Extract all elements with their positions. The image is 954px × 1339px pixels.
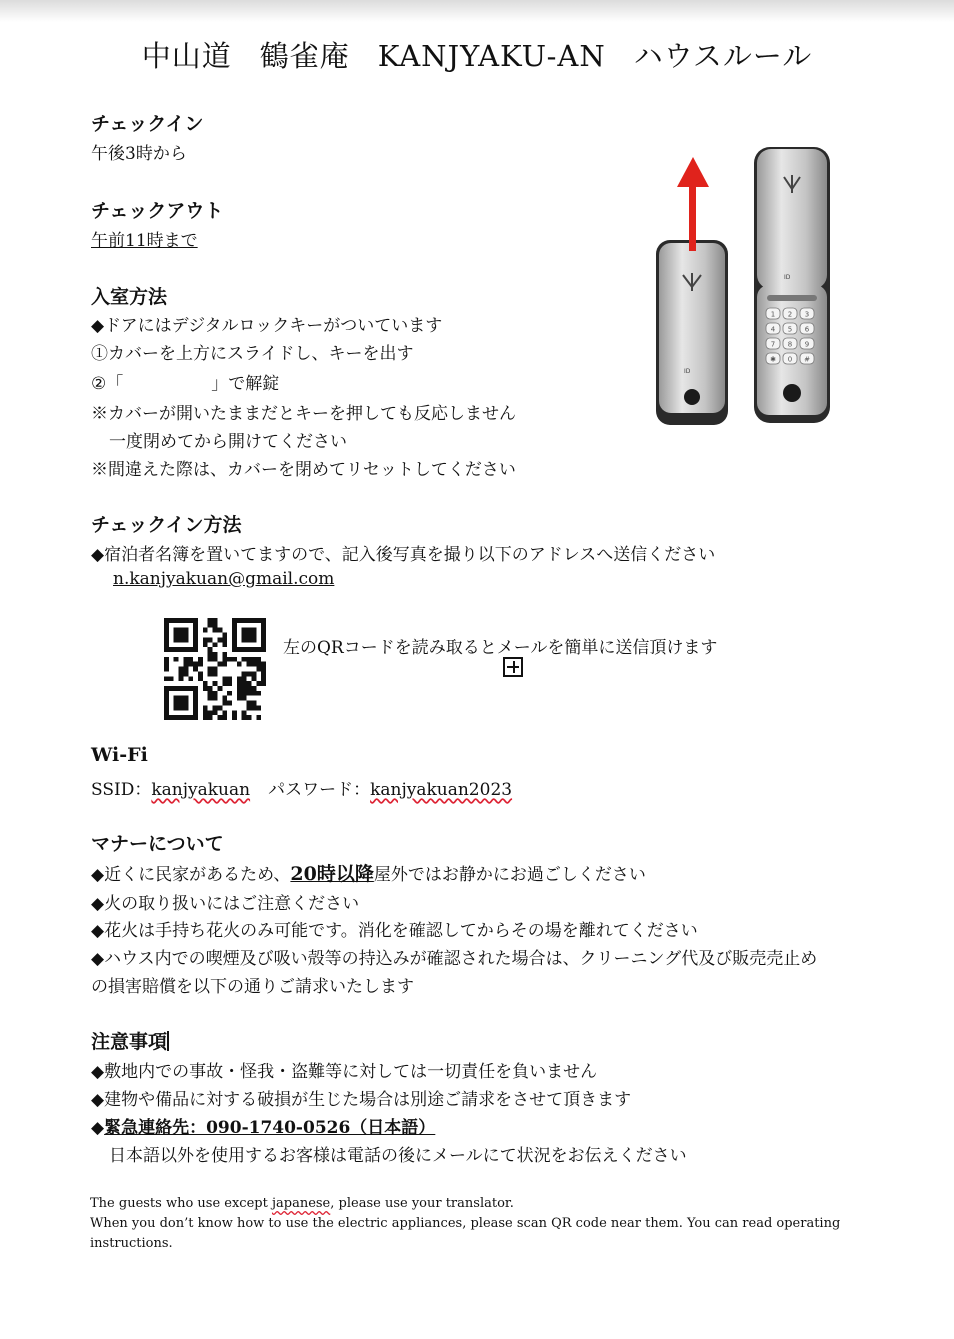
english-line-1-word: japanese xyxy=(271,1196,331,1211)
keypad-key-label: 9 xyxy=(804,340,810,349)
keypad-key-label: 1 xyxy=(770,310,776,319)
top-shadow xyxy=(0,0,954,22)
english-line-3: instructions. xyxy=(90,1236,173,1251)
entry-line-2: ①カバーを上方にスライドし、キーを出す xyxy=(91,344,414,364)
english-line-1-pre: The guests who use except xyxy=(90,1196,272,1211)
keypad-key-label: 8 xyxy=(787,340,793,349)
ssid-label: SSID： xyxy=(91,780,152,800)
svg-text:ID: ID xyxy=(784,274,791,281)
notes-line-1: ◆敷地内での事故・怪我・盗難等に対しては一切責任を負いません xyxy=(91,1062,598,1082)
notes-heading-text: 注意事項 xyxy=(91,1031,168,1053)
keypad-key-label: 6 xyxy=(804,325,810,334)
qr-code[interactable] xyxy=(164,618,266,720)
entry-line-3 xyxy=(91,369,279,394)
keypad-key-label: # xyxy=(804,355,810,364)
entry-line-6: ※間違えた際は、カバーを閉めてリセットしてください xyxy=(91,460,516,480)
title-name-en: KANJYAKU-AN xyxy=(377,39,606,73)
manners-line-1-post: 屋外ではお静かにお過ごしください xyxy=(373,865,646,885)
manners-line-5: の損害賠償を以下の通りご請求いたします xyxy=(91,977,414,997)
page-title xyxy=(0,34,954,75)
manners-line-2: ◆火の取り扱いにはご注意ください xyxy=(91,894,360,914)
entry-line-4: ※カバーが開いたままだとキーを押しても反応しません xyxy=(91,404,516,424)
entry-line-1: ◆ドアにはデジタルロックキーがついています xyxy=(91,316,443,336)
entry-line-3-post: 」で解錠 xyxy=(211,374,280,394)
checkin-heading: チェックイン xyxy=(91,113,204,135)
qr-note: 左のQRコードを読み取るとメールを簡単に送信頂けます xyxy=(283,638,718,658)
digital-lock-image xyxy=(650,145,840,430)
keypad-key-label: 5 xyxy=(787,325,793,334)
notes-line-3-mark: ◆ xyxy=(91,1118,105,1138)
entry-line-5: 一度閉めてから開けてください xyxy=(109,432,347,452)
checkout-heading: チェックアウト xyxy=(91,200,224,222)
wifi-heading: Wi-Fi xyxy=(91,744,148,766)
slide-up-arrow-icon xyxy=(677,157,709,251)
title-name-jp: 鶴雀庵 xyxy=(259,39,350,73)
add-box-icon xyxy=(503,657,523,677)
manners-line-3: ◆花火は手持ち花火のみ可能です。消化を確認してからその場を離れてください xyxy=(91,921,698,941)
manners-line-1 xyxy=(91,859,646,886)
password-value: kanjyakuan2023 xyxy=(370,780,513,800)
svg-text:ID: ID xyxy=(684,368,691,375)
manners-heading: マナーについて xyxy=(91,833,224,855)
keypad-key-label: 3 xyxy=(804,310,810,319)
emergency-contact[interactable]: 緊急連絡先：090-1740-0526（日本語） xyxy=(104,1118,436,1138)
notes-line-4: 日本語以外を使用するお客様は電話の後にメールにて状況をお伝えください xyxy=(109,1146,687,1166)
password-label: パスワード： xyxy=(268,780,371,800)
entry-heading: 入室方法 xyxy=(91,286,168,308)
notes-line-2: ◆建物や備品に対する破損が生じた場合は別途ご請求をさせて頂きます xyxy=(91,1090,632,1110)
checkin-time: 午後3時から xyxy=(91,144,187,164)
entry-line-3-pre: ②「 xyxy=(91,374,124,394)
checkin-method-heading: チェックイン方法 xyxy=(91,514,242,536)
keypad-key-label: 4 xyxy=(770,325,776,334)
title-place: 中山道 xyxy=(141,39,232,73)
title-subtitle: ハウスルール xyxy=(633,39,813,73)
contact-email-link[interactable]: n.kanjyakuan@gmail.com xyxy=(113,569,335,589)
keypad-key-label: ✱ xyxy=(770,355,776,364)
ssid-value: kanjyakuan xyxy=(151,780,251,800)
manners-line-4: ◆ハウス内での喫煙及び吸い殻等の持込みが確認された場合は、クリーニング代及び販売売止め xyxy=(91,949,818,969)
english-line-1-post: , please use your translator. xyxy=(330,1196,514,1211)
notes-line-3 xyxy=(91,1113,435,1138)
lock-open xyxy=(754,147,830,423)
english-line-2: When you don’t know how to use the electric appliances, please scan QR code near them. You can read operating xyxy=(90,1216,841,1231)
quiet-hours: 20時以降 xyxy=(290,863,374,885)
manners-line-1-pre: ◆近くに民家があるため、 xyxy=(91,865,291,885)
checkin-method-line-1: ◆宿泊者名簿を置いてますので、記入後写真を撮り以下のアドレスへ送信ください xyxy=(91,545,716,565)
notes-heading xyxy=(91,1027,169,1054)
lock-closed xyxy=(656,240,728,425)
wifi-credentials xyxy=(91,775,512,800)
checkout-time: 午前11時まで xyxy=(91,231,198,251)
english-line-1 xyxy=(90,1196,514,1211)
keypad-key-label: 2 xyxy=(787,310,793,319)
keypad-key-label: 0 xyxy=(787,355,793,364)
text-cursor xyxy=(167,1031,169,1051)
keypad-key-label: 7 xyxy=(770,340,776,349)
